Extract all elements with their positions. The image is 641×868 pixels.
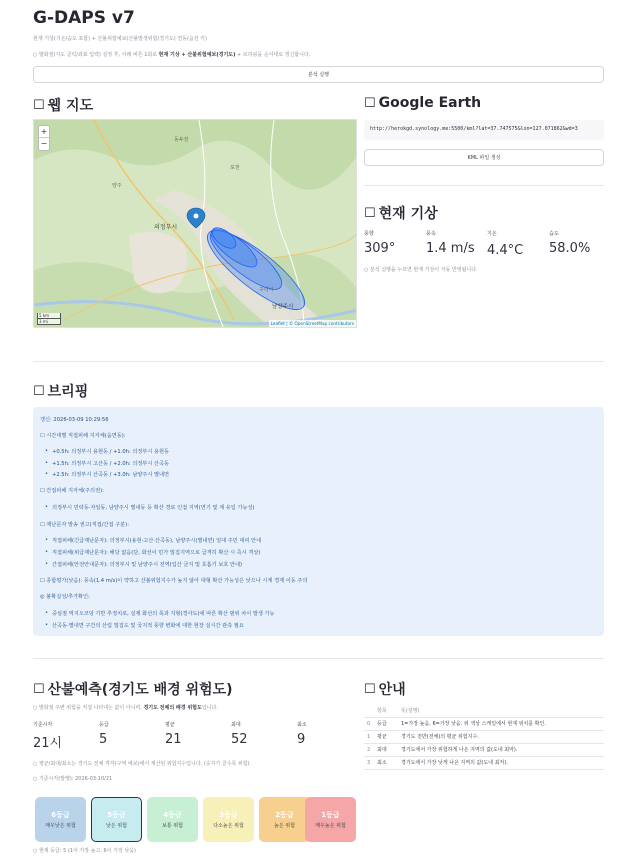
scale-mi: 3 mi [39, 319, 48, 324]
table-header-row: 항목 뜻(설명) [364, 704, 604, 717]
zoom-control [38, 125, 50, 151]
weather-heading: ☐ 현재 기상 [364, 205, 438, 222]
briefing-item: • 직접피해(위급재난문자): 해당 없음(단, 화선이 민가 밀집지역으로 급격히 확산 시 즉시 격상) [52, 549, 260, 556]
map-place-label: 포천 [230, 165, 240, 171]
checkbox-icon: ☐ [33, 97, 45, 113]
grade-4-swatch: 4등급 보통 위험 [147, 797, 198, 842]
grade-6-swatch: 6등급 매우낮은 위험 [35, 797, 86, 842]
scale-km: 5 km [38, 313, 60, 319]
map-place-label: 구리시 [259, 287, 274, 293]
table-row: 3 최소 경기도에서 가장 낮게 나온 지역의 값(도내 최저). [364, 756, 604, 769]
briefing-section-title: ☐ 재난문자 발송 권고(직접/간접 구분): [40, 522, 129, 528]
divider [364, 185, 604, 186]
briefing-section-title: ◎ 불확실성/추가확인: [40, 594, 90, 600]
checkbox-icon: ☐ [33, 681, 45, 697]
metric-wind-direction: 풍향 309° [364, 231, 396, 256]
guide-table [364, 704, 604, 770]
briefing-item: • 직접피해(긴급재난문자): 의정부시(용현·고산·산곡동), 남양주시(별내면) 일대 주민 대피 안내 [52, 537, 261, 544]
app-title: G-DAPS v7 [33, 8, 135, 28]
kml-create-button[interactable]: KML 파일 생성 [364, 149, 604, 166]
checkbox-icon: ☐ [33, 383, 45, 399]
checkbox-icon: ☐ [364, 95, 376, 111]
briefing-item: • +0.5h: 의정부시 용현동 / +1.0h: 의정부시 용현동 [52, 448, 169, 455]
table-row: 0 등급 1=가장 높음, 6=가장 낮음. 위 색상 스케일에서 현재 위치를 확인. [364, 717, 604, 730]
metric-grade: 등급 5 [99, 722, 109, 747]
table-row: 1 평균 경기도 전반(전체)의 평균 위험지수. [364, 730, 604, 743]
app-subtitle: 현재 기상(기온/습도 포함) + 산불위험예보(산불발생위험(경기도) 연동(옵션 키) [33, 36, 207, 42]
forecast-note-2: ○ 평균/최대/최소는 경기도 전체 격자(구역 예보)에서 계산된 위험지수입니다. (숫자가 클수록 위험) [33, 761, 250, 767]
briefing-item: • 간접피해(안전안내문자): 의정부시 및 남양주시 전역(입산 금지 및 호흡기 보호 안내) [52, 561, 242, 568]
table-row: 2 최대 경기도에서 가장 위험하게 나온 지역의 값(도내 최악). [364, 743, 604, 756]
divider [33, 361, 604, 362]
briefing-section-title: ☐ 간접피해 지자체(주의권): [40, 488, 104, 494]
metric-average: 평균 21 [165, 722, 182, 747]
briefing-item: • 중심점 역지오코딩 기반 추정치로, 실제 화선의 폭과 지형(경사도)에 따른 확산 범위 차이 발생 가능 [52, 610, 275, 617]
forecast-note-3: ○ 기준시각(발행): 2026-03-10/21 [33, 776, 113, 782]
checkbox-icon: ☐ [364, 205, 376, 221]
zoom-in-button[interactable]: + [40, 127, 48, 136]
grade-1-swatch: 1등급 매우높은 위험 [305, 797, 356, 842]
briefing-item: • 의정부시 민락동·자일동, 남양주시 별내동 등 확산 경로 인접 지역(연기 및 재 유입 가능성) [52, 504, 255, 511]
map-place-label: 양주 [112, 183, 122, 189]
briefing-heading: ☐ 브리핑 [33, 383, 89, 400]
metric-temperature: 기온 4.4°C [487, 231, 524, 258]
run-analysis-button[interactable]: 분석 실행 [33, 66, 604, 83]
briefing-item: • +2.5h: 의정부시 산곡동 / +3.0h: 남양주시 별내면 [52, 471, 169, 478]
grade-3-swatch: 3등급 다소높은 위험 [203, 797, 254, 842]
current-grade-note: ○ 현재 등급: 5 (1이 가장 높고, 6이 가장 낮음) [33, 848, 137, 854]
checkbox-icon: ☐ [364, 681, 376, 697]
app-instruction: ○ 발화점(지도 클릭/좌표 입력) 설정 후, 아래 버튼 1회로 현재 기상 + 산불위험예보(경기도) + 브리핑을 순서대로 갱신합니다. [33, 52, 311, 58]
metric-base-time: 기준시각 21시 [33, 722, 63, 751]
forecast-note: ○ 발화점 주변 위험을 직접 나타내는 값이 아니며, 경기도 전체의 배경 위험도입니다. [33, 705, 218, 711]
map-place-label: 의정부시 [154, 224, 178, 231]
metric-wind-speed: 풍속 1.4 m/s [426, 231, 475, 256]
briefing-item: • +1.5h: 의정부시 고산동 / +2.0h: 의정부시 산곡동 [52, 460, 169, 467]
map-place-label: 동두천 [174, 137, 189, 143]
zoom-out-button[interactable]: − [40, 139, 48, 148]
grade-5-swatch: 5등급 낮은 위험 [91, 797, 142, 842]
metric-minimum: 최소 9 [297, 722, 307, 747]
briefing-section-title: ☐ 시간대별 직접피해 지자체(읍면동): [40, 433, 126, 439]
forecast-heading: ☐ 산불예측(경기도 배경 위험도) [33, 681, 233, 698]
map-scale [37, 313, 61, 325]
kml-url-code[interactable]: http://herokgd.synology.me:5500/kml?lat=37.747575&lon=127.071862&wd=3 [364, 120, 604, 140]
map-place-label: 남양주시 [272, 304, 294, 310]
guide-heading: ☐ 안내 [364, 681, 406, 698]
briefing-updated: 갱신: 2026-03-09 10:29:56 [40, 417, 109, 423]
grade-2-swatch: 2등급 높은 위험 [259, 797, 310, 842]
map-canvas[interactable] [34, 120, 357, 328]
briefing-box [33, 407, 604, 636]
briefing-item: • 산곡동·별내면 구간의 산림 밀집도 및 국지적 풍향 변화에 대한 현장 실시간 관측 필요 [52, 622, 244, 629]
metric-humidity: 습도 58.0% [549, 231, 591, 256]
metric-maximum: 최대 52 [231, 722, 248, 747]
google-earth-heading: ☐ Google Earth [364, 95, 482, 111]
weather-note: ○ 분석 실행을 누르면 현재 기상이 자동 반영됩니다. [364, 267, 478, 273]
divider [33, 658, 604, 659]
map-urban [129, 232, 187, 294]
web-map-heading: ☐ 웹 지도 [33, 97, 94, 114]
briefing-assessment: ☐ 종합평가(낮음): 풍속(1.4 m/s)이 약하고 산불위험지수가 높지 않아 대형 확산 가능성은 낮으나 시계 경계 이동 주의 [40, 578, 308, 584]
web-map[interactable] [33, 119, 357, 328]
map-attribution[interactable]: Leaflet | © OpenStreetMap contributors [270, 321, 354, 326]
